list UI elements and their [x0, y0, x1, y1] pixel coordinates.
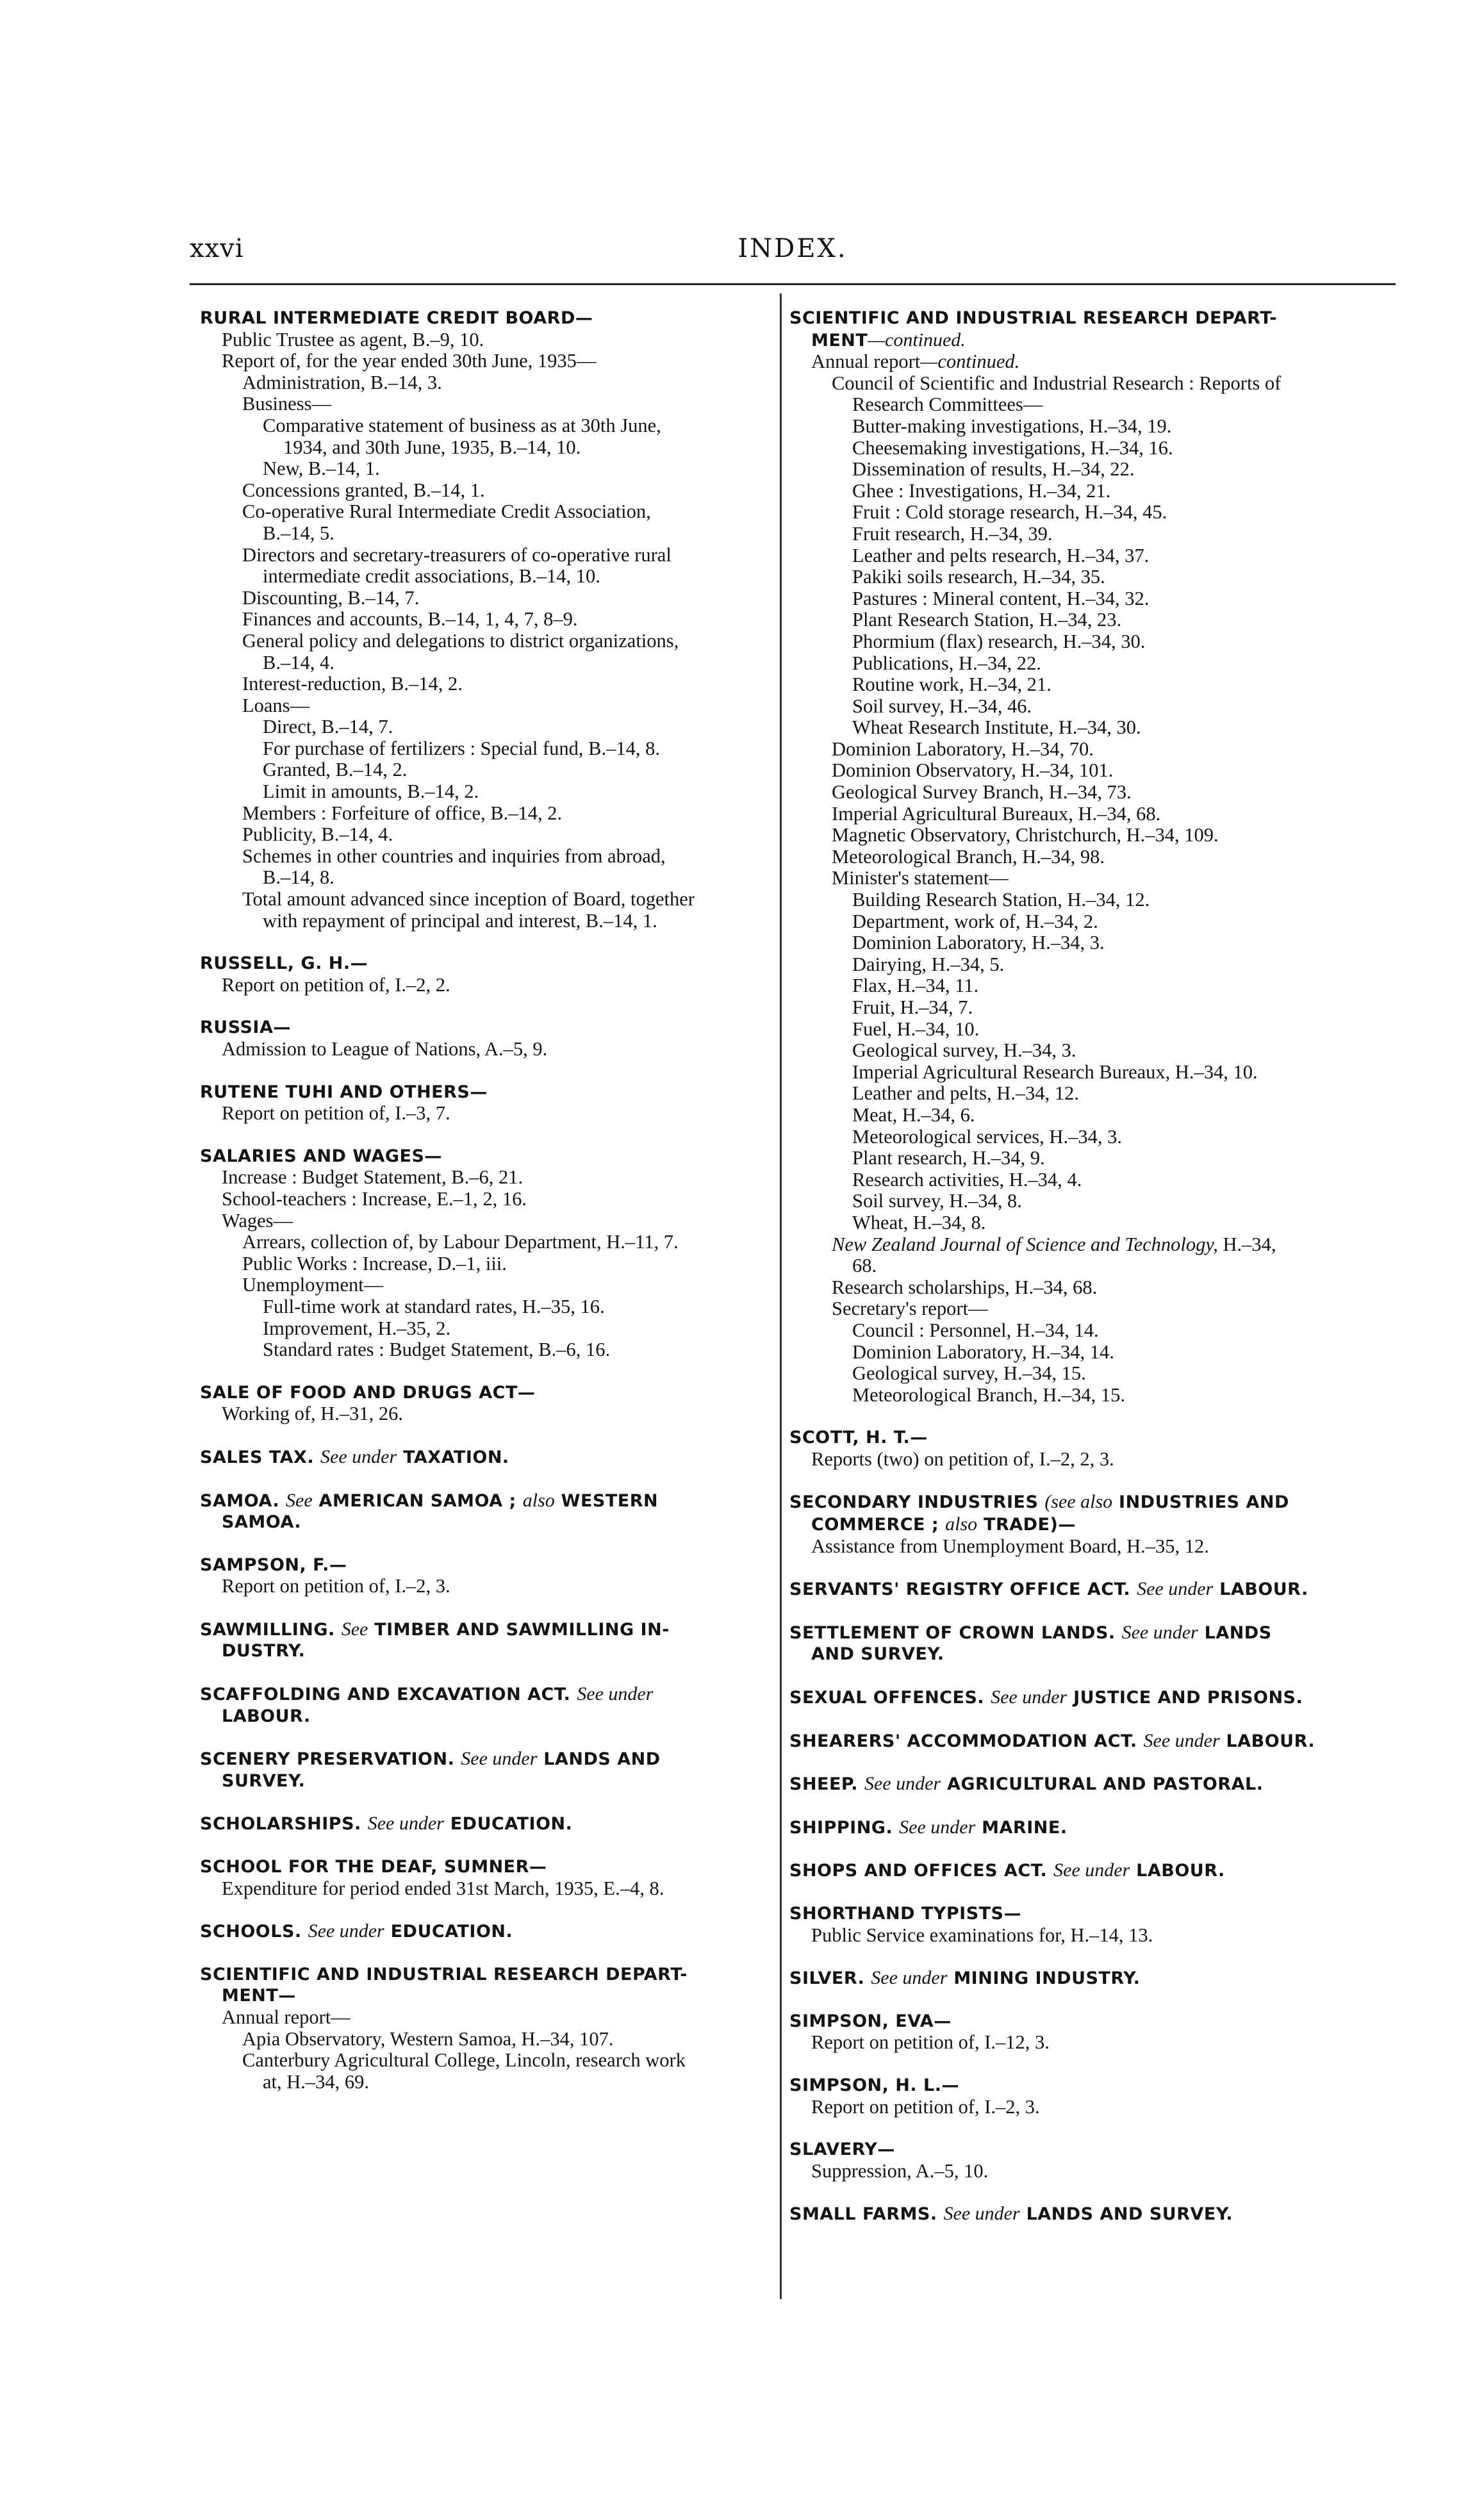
index-heading-cross-ref — [789, 1622, 1360, 1644]
index-subentry: Report on petition of, I.–12, 3. — [811, 2031, 1050, 2054]
index-subentry: Geological survey, H.–34, 15. — [852, 1362, 1086, 1385]
index-subentry: Fruit, H.–34, 7. — [852, 996, 973, 1018]
index-heading: LABOUR. — [222, 1706, 311, 1726]
index-subentry: Granted, B.–14, 2. — [263, 759, 408, 781]
continued-note: —continued. — [868, 329, 966, 351]
index-subentry: Working of, H.–31, 26. — [222, 1403, 404, 1425]
journal-title: New Zealand Journal of Science and Technology, — [832, 1233, 1218, 1255]
index-subentry: Comparative statement of business as at 30th June, — [263, 414, 661, 436]
index-subentry: Report on petition of, I.–2, 3. — [811, 2095, 1040, 2118]
entry-spacer — [789, 1601, 1360, 1622]
reference-target: EDUCATION. — [390, 1922, 513, 1942]
index-subentry: Imperial Agricultural Research Bureaux, H.–34, 10. — [852, 1060, 1258, 1083]
index-subentry: Fruit research, H.–34, 39. — [852, 522, 1053, 545]
index-subentry: Annual report— — [222, 2006, 350, 2028]
index-subentry: Pakiki soils research, H.–34, 35. — [852, 566, 1105, 588]
index-heading-cross-ref — [200, 1446, 770, 1469]
index-heading: SALARIES AND WAGES— — [200, 1146, 442, 1166]
index-heading-cross-ref — [789, 1817, 1360, 1839]
heading-text: SHEARERS' ACCOMMODATION ACT. — [789, 1731, 1137, 1751]
see-reference: See under — [871, 1967, 948, 1989]
index-subentry: 68. — [852, 1255, 877, 1277]
see-reference: See under — [1137, 1578, 1214, 1600]
entry-spacer — [789, 1838, 1360, 1860]
entry-spacer — [789, 1665, 1360, 1687]
index-subentry: with repayment of principal and interest, B.–14, 1. — [263, 909, 657, 932]
index-subentry: Canterbury Agricultural College, Lincoln, research work — [242, 2049, 686, 2072]
index-subentry: Dominion Observatory, H.–34, 101. — [832, 759, 1114, 782]
index-subentry: Discounting, B.–14, 7. — [242, 586, 420, 609]
index-subentry: Ghee : Investigations, H.–34, 21. — [852, 479, 1111, 502]
see-reference: See — [286, 1489, 313, 1511]
heading-text: SAMOA. — [200, 1490, 280, 1511]
index-column-left — [200, 308, 770, 2093]
entry-spacer — [789, 1946, 1360, 1967]
entry-spacer — [789, 2118, 1360, 2139]
column-divider — [780, 293, 782, 2299]
index-subentry: School-teachers : Increase, E.–1, 2, 16. — [222, 1187, 527, 1210]
index-subentry: General policy and delegations to district organizations, — [242, 629, 679, 652]
reference-target: TRADE)— — [984, 1515, 1076, 1535]
index-heading-cross-ref — [200, 1683, 770, 1706]
entry-spacer — [789, 1795, 1360, 1817]
reference-target: JUSTICE AND PRISONS. — [1073, 1688, 1303, 1708]
heading-text: SHOPS AND OFFICES ACT. — [789, 1861, 1048, 1881]
heading-text: SCENERY PRESERVATION. — [200, 1749, 455, 1770]
index-heading-cross-ref — [789, 2203, 1360, 2225]
entry-spacer — [200, 1060, 770, 1082]
index-subentry: Dairying, H.–34, 5. — [852, 953, 1005, 975]
heading-text: SMALL FARMS. — [789, 2204, 937, 2225]
index-subentry: Dominion Laboratory, H.–34, 70. — [832, 738, 1094, 760]
index-heading-cross-ref — [789, 1578, 1360, 1601]
index-subentry: intermediate credit associations, B.–14, 10. — [263, 565, 600, 588]
index-subentry: Business— — [242, 393, 331, 415]
index-heading-cross-ref — [789, 1967, 1360, 1990]
reference-target: AGRICULTURAL AND PASTORAL. — [946, 1774, 1264, 1795]
see-reference: See under — [943, 2203, 1020, 2225]
index-subentry: Public Service examinations for, H.–14, 13. — [811, 1924, 1153, 1946]
index-subentry: Public Works : Increase, D.–1, iii. — [242, 1252, 507, 1274]
index-subentry: Research activities, H.–34, 4. — [852, 1168, 1082, 1191]
index-heading-cross-ref — [789, 1687, 1360, 1709]
index-subentry: Total amount advanced since inception of Board, together — [242, 888, 695, 911]
see-reference: See under — [899, 1816, 976, 1838]
entry-spacer — [200, 1597, 770, 1619]
index-subentry: Wages— — [222, 1209, 293, 1232]
index-subentry: Loans— — [242, 694, 310, 716]
index-subentry: Research Committees— — [852, 393, 1043, 416]
heading-text: SHIPPING. — [789, 1817, 893, 1838]
heading-text: SETTLEMENT OF CROWN LANDS. — [789, 1622, 1116, 1643]
index-heading: SAMOA. — [222, 1512, 302, 1533]
index-subentry: B.–14, 8. — [263, 866, 334, 889]
index-heading-cross-ref — [200, 1920, 770, 1943]
reference-target: MINING INDUSTRY. — [953, 1968, 1141, 1989]
index-subentry: Wheat, H.–34, 8. — [852, 1211, 986, 1233]
reference-target: AMERICAN SAMOA ; — [318, 1490, 516, 1511]
index-subentry: Publicity, B.–14, 4. — [242, 823, 393, 846]
entry-spacer — [200, 1662, 770, 1683]
index-subentry: Finances and accounts, B.–14, 1, 4, 7, 8–9. — [242, 608, 578, 631]
index-heading: SLAVERY— — [789, 2140, 895, 2160]
entry-spacer — [789, 1470, 1360, 1491]
entry-spacer — [200, 996, 770, 1017]
index-column-right — [789, 308, 1360, 2225]
index-heading: MENT— — [222, 1986, 296, 2006]
index-subentry — [789, 351, 1360, 373]
see-reference: See under — [1143, 1729, 1220, 1751]
entry-spacer — [789, 1709, 1360, 1730]
header-rule — [190, 283, 1396, 285]
index-subentry: Interest-reduction, B.–14, 2. — [242, 673, 463, 695]
index-heading-cross-ref — [789, 1860, 1360, 1882]
index-subentry: Limit in amounts, B.–14, 2. — [263, 780, 479, 803]
reference-target: LANDS — [1204, 1622, 1272, 1643]
index-heading: SCIENTIFIC AND INDUSTRIAL RESEARCH DEPART- — [200, 1964, 688, 1984]
heading-text: SCHOLARSHIPS. — [200, 1814, 361, 1835]
reference-target: LANDS AND — [543, 1749, 661, 1770]
index-subentry: Imperial Agricultural Bureaux, H.–34, 68. — [832, 802, 1161, 825]
index-heading: SHORTHAND TYPISTS— — [789, 1904, 1022, 1924]
reference-target: TIMBER AND SAWMILLING IN- — [374, 1619, 670, 1640]
index-heading-cross-ref — [200, 1490, 770, 1512]
see-reference: See under — [864, 1773, 941, 1795]
index-subentry: Members : Forfeiture of office, B.–14, 2. — [242, 802, 563, 824]
index-subentry: Concessions granted, B.–14, 1. — [242, 479, 485, 501]
index-subentry: Fuel, H.–34, 10. — [852, 1018, 980, 1040]
entry-spacer — [789, 1557, 1360, 1578]
index-subentry: New, B.–14, 1. — [263, 458, 380, 480]
index-heading: RURAL INTERMEDIATE CREDIT BOARD— — [200, 308, 593, 328]
index-heading: RUSSELL, G. H.— — [200, 953, 368, 974]
index-subentry: Magnetic Observatory, Christchurch, H.–34, 109. — [832, 824, 1219, 846]
index-subentry: Geological Survey Branch, H.–34, 73. — [832, 781, 1132, 804]
index-heading: SCHOOL FOR THE DEAF, SUMNER— — [200, 1857, 547, 1877]
index-subentry: For purchase of fertilizers : Special fund, B.–14, 8. — [263, 737, 661, 759]
page-header — [190, 234, 1396, 279]
see-reference: (see also — [1044, 1491, 1113, 1513]
index-heading: SIMPSON, H. L.— — [789, 2075, 960, 2095]
see-reference: also — [945, 1513, 978, 1535]
index-heading-cross-ref — [200, 1813, 770, 1835]
index-heading-cross-ref — [789, 1730, 1360, 1753]
index-subentry: 1934, and 30th June, 1935, B.–14, 10. — [283, 436, 581, 458]
index-subentry — [789, 1234, 1360, 1256]
index-subentry: Council : Personnel, H.–34, 14. — [852, 1319, 1099, 1341]
index-subentry: Geological survey, H.–34, 3. — [852, 1039, 1076, 1062]
entry-spacer — [200, 1469, 770, 1490]
see-reference: also — [522, 1489, 555, 1511]
index-subentry: Flax, H.–34, 11. — [852, 975, 979, 997]
heading-text: SECONDARY INDUSTRIES — [789, 1492, 1039, 1513]
index-subentry: Directors and secretary-treasurers of co-operative rural — [242, 543, 672, 566]
index-subentry: Pastures : Mineral content, H.–34, 32. — [852, 587, 1150, 609]
reference-target: LABOUR. — [1136, 1861, 1225, 1881]
index-subentry: Publications, H.–34, 22. — [852, 652, 1041, 674]
index-heading: RUTENE TUHI AND OTHERS— — [200, 1082, 488, 1102]
see-reference: See under — [1121, 1621, 1198, 1643]
index-heading — [789, 329, 1360, 352]
index-heading: SALE OF FOOD AND DRUGS ACT— — [200, 1382, 536, 1403]
index-subentry: Minister's statement— — [832, 867, 1009, 889]
reference-target: LANDS AND SURVEY. — [1026, 2204, 1233, 2225]
index-heading: SCIENTIFIC AND INDUSTRIAL RESEARCH DEPART- — [789, 308, 1277, 328]
index-subentry: Department, work of, H.–34, 2. — [852, 910, 1098, 932]
entry-spacer — [789, 1882, 1360, 1903]
index-subentry: Routine work, H.–34, 21. — [852, 673, 1051, 696]
subentry-text: Annual report — [811, 351, 921, 373]
entry-spacer — [200, 1899, 770, 1920]
index-subentry: Secretary's report— — [832, 1298, 988, 1320]
see-reference: See under — [991, 1687, 1068, 1708]
entry-spacer — [789, 1752, 1360, 1773]
reference-target: EDUCATION. — [450, 1814, 573, 1835]
index-heading: SIMPSON, EVA— — [789, 2011, 952, 2031]
index-subentry: Arrears, collection of, by Labour Department, H.–11, 7. — [242, 1231, 679, 1253]
index-subentry: Report on petition of, I.–2, 2. — [222, 973, 450, 996]
index-subentry: Suppression, A.–5, 10. — [811, 2159, 989, 2182]
index-subentry: Standard rates : Budget Statement, B.–6, 16. — [263, 1339, 611, 1361]
entry-spacer — [200, 932, 770, 953]
index-subentry: Dominion Laboratory, H.–34, 14. — [852, 1340, 1114, 1363]
index-subentry: Plant Research Station, H.–34, 23. — [852, 609, 1122, 631]
index-subentry: Public Trustee as agent, B.–9, 10. — [222, 328, 484, 351]
index-subentry: Expenditure for period ended 31st March, 1935, E.–4, 8. — [222, 1877, 664, 1899]
index-subentry: Building Research Station, H.–34, 12. — [852, 889, 1150, 911]
index-heading: DUSTRY. — [222, 1641, 306, 1662]
index-heading: RUSSIA— — [200, 1018, 291, 1038]
continued-note: —continued. — [920, 351, 1020, 373]
index-subentry: Research scholarships, H.–34, 68. — [832, 1276, 1098, 1298]
entry-spacer — [789, 1406, 1360, 1427]
index-subentry: Administration, B.–14, 3. — [242, 371, 442, 393]
heading-text: COMMERCE ; — [811, 1515, 939, 1535]
index-subentry: Assistance from Unemployment Board, H.–35, 12. — [811, 1535, 1209, 1557]
index-subentry: Reports (two) on petition of, I.–2, 2, 3. — [811, 1447, 1114, 1470]
index-subentry: Wheat Research Institute, H.–34, 30. — [852, 716, 1141, 739]
index-subentry: Report of, for the year ended 30th June, 1935— — [222, 350, 597, 372]
reference-target: WESTERN — [561, 1490, 659, 1511]
index-heading-cross-ref — [200, 1748, 770, 1770]
entry-spacer — [789, 2182, 1360, 2203]
entry-spacer — [200, 1792, 770, 1813]
index-subentry: at, H.–34, 69. — [263, 2070, 370, 2093]
index-subentry: Report on petition of, I.–3, 7. — [222, 1102, 450, 1125]
index-subentry: Council of Scientific and Industrial Research : Reports of — [832, 372, 1282, 394]
entry-spacer — [200, 1727, 770, 1748]
page-title: INDEX. — [738, 234, 848, 263]
reference-target: LABOUR. — [1226, 1731, 1315, 1751]
heading-text: SEXUAL OFFENCES. — [789, 1688, 985, 1708]
index-subentry: Plant research, H.–34, 9. — [852, 1147, 1045, 1169]
index-subentry: Meat, H.–34, 6. — [852, 1103, 975, 1126]
index-subentry: Soil survey, H.–34, 46. — [852, 695, 1032, 717]
see-reference: See under — [367, 1813, 444, 1835]
index-heading: SAMPSON, F.— — [200, 1555, 347, 1575]
heading-text: SHEEP. — [789, 1774, 859, 1795]
heading-text: SCAFFOLDING AND EXCAVATION ACT. — [200, 1685, 571, 1705]
see-reference: See under — [320, 1446, 397, 1467]
index-subentry: Cheesemaking investigations, H.–34, 16. — [852, 436, 1173, 459]
entry-spacer — [200, 1533, 770, 1555]
index-subentry: Dominion Laboratory, H.–34, 3. — [852, 932, 1105, 954]
heading-text: SCHOOLS. — [200, 1922, 302, 1942]
index-subentry: Unemployment— — [242, 1274, 384, 1296]
index-subentry: Improvement, H.–35, 2. — [263, 1317, 451, 1339]
see-reference: See under — [577, 1683, 654, 1705]
entry-spacer — [200, 1943, 770, 1964]
see-reference: See under — [308, 1920, 384, 1942]
index-subentry: Admission to League of Nations, A.–5, 9. — [222, 1038, 548, 1060]
see-reference: See under — [1053, 1860, 1130, 1881]
index-heading: SURVEY. — [222, 1770, 306, 1791]
reference-target: MARINE. — [982, 1817, 1068, 1838]
entry-spacer — [200, 1425, 770, 1446]
subentry-text: H.–34, — [1217, 1233, 1276, 1255]
index-subentry: Report on petition of, I.–2, 3. — [222, 1575, 450, 1597]
entry-spacer — [200, 1835, 770, 1856]
index-subentry: Full-time work at standard rates, H.–35, 16. — [263, 1295, 605, 1317]
index-heading: SCOTT, H. T.— — [789, 1428, 928, 1448]
entry-spacer — [789, 2054, 1360, 2075]
heading-text: MENT — [811, 330, 868, 351]
index-subentry: Fruit : Cold storage research, H.–34, 45. — [852, 501, 1167, 524]
index-heading-cross-ref — [789, 1773, 1360, 1795]
index-heading-cross-ref — [789, 1513, 1360, 1536]
index-subentry: B.–14, 5. — [263, 522, 334, 544]
reference-target: TAXATION. — [403, 1447, 509, 1467]
index-subentry: Apia Observatory, Western Samoa, H.–34, 107. — [242, 2027, 614, 2050]
reference-target: INDUSTRIES AND — [1119, 1492, 1289, 1513]
entry-spacer — [200, 1361, 770, 1382]
index-heading-cross-ref — [200, 1619, 770, 1641]
index-subentry: Direct, B.–14, 7. — [263, 716, 393, 738]
index-subentry: Leather and pelts research, H.–34, 37. — [852, 544, 1150, 566]
heading-text: SILVER. — [789, 1968, 865, 1989]
index-subentry: Leather and pelts, H.–34, 12. — [852, 1082, 1080, 1105]
see-reference: See — [341, 1618, 368, 1640]
heading-text: SAWMILLING. — [200, 1619, 335, 1640]
see-reference: See under — [461, 1748, 538, 1770]
index-heading-cross-ref — [789, 1491, 1360, 1513]
index-heading: AND SURVEY. — [811, 1644, 944, 1665]
index-subentry: Co-operative Rural Intermediate Credit Association, — [242, 500, 651, 523]
entry-spacer — [200, 1125, 770, 1146]
index-subentry: Meteorological Branch, H.–34, 98. — [832, 845, 1105, 868]
index-subentry: Butter-making investigations, H.–34, 19. — [852, 415, 1172, 437]
index-subentry: Meteorological Branch, H.–34, 15. — [852, 1383, 1126, 1406]
index-subentry: Increase : Budget Statement, B.–6, 21. — [222, 1166, 524, 1189]
entry-spacer — [789, 1990, 1360, 2011]
index-subentry: B.–14, 4. — [263, 651, 334, 673]
index-subentry: Soil survey, H.–34, 8. — [852, 1190, 1022, 1212]
page-number: xxvi — [190, 234, 244, 263]
index-subentry: Dissemination of results, H.–34, 22. — [852, 458, 1135, 481]
index-subentry: Meteorological services, H.–34, 3. — [852, 1125, 1122, 1148]
heading-text: SERVANTS' REGISTRY OFFICE ACT. — [789, 1579, 1131, 1600]
index-subentry: Phormium (flax) research, H.–34, 30. — [852, 630, 1146, 652]
index-subentry: Schemes in other countries and inquiries from abroad, — [242, 845, 666, 867]
heading-text: SALES TAX. — [200, 1447, 315, 1467]
reference-target: LABOUR. — [1219, 1579, 1308, 1600]
